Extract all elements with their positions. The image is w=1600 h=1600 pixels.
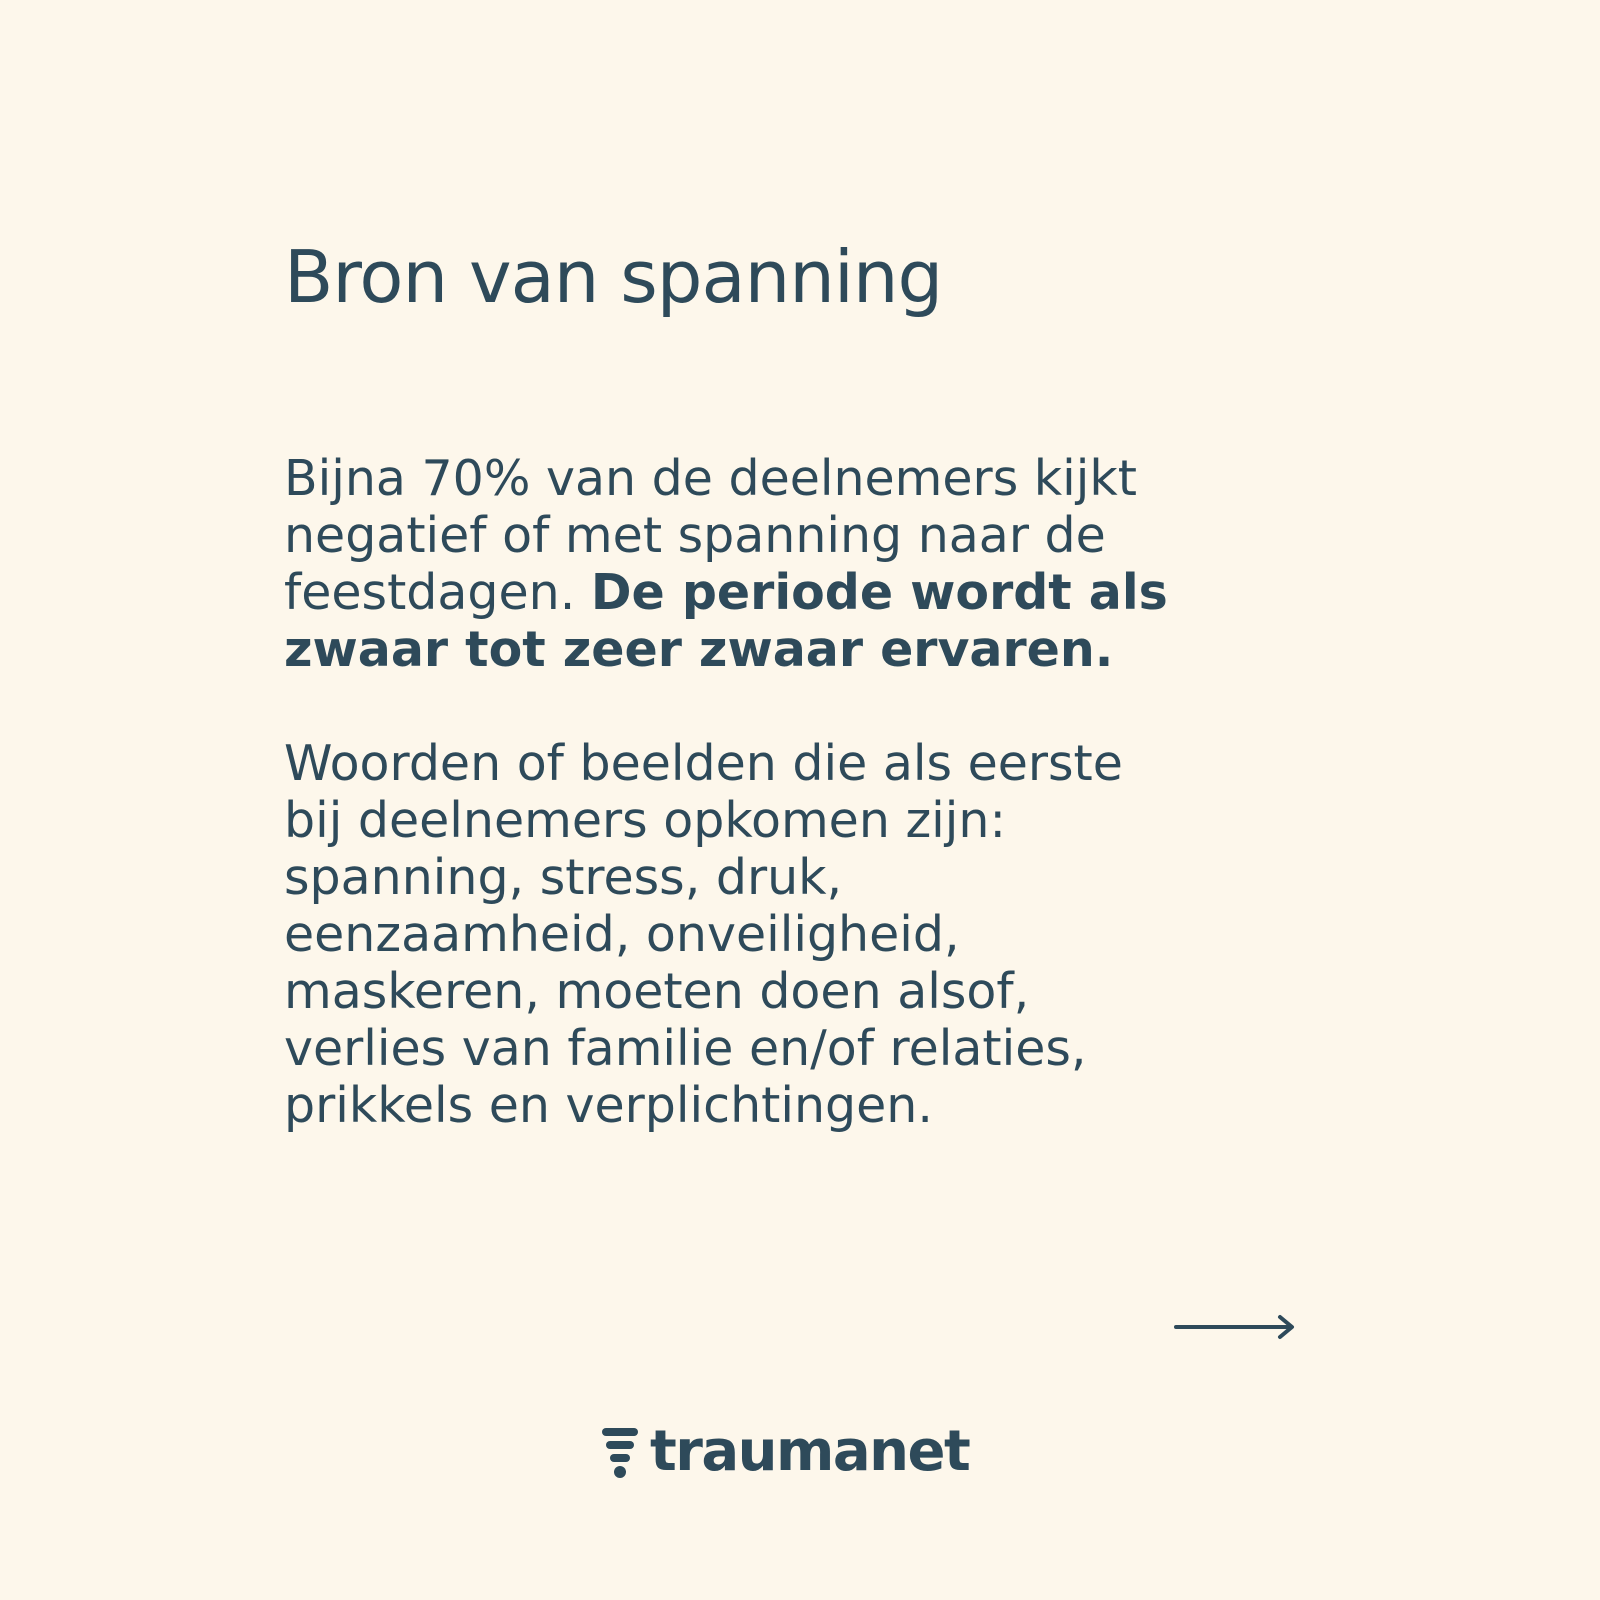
paragraph-2-line-7: prikkels en verplichtingen. bbox=[284, 1077, 933, 1134]
paragraph-2-line-5: maskeren, moeten doen alsof, bbox=[284, 963, 1030, 1020]
body-text bbox=[284, 450, 1304, 1134]
paragraph-1-line-3-bold: De periode wordt als bbox=[590, 564, 1168, 621]
next-slide-button[interactable] bbox=[1174, 1312, 1296, 1342]
paragraph-1-line-1: Bijna 70% van de deelnemers kijkt bbox=[284, 450, 1138, 507]
paragraph-1-line-2: negatief of met spanning naar de bbox=[284, 507, 1106, 564]
paragraph-2-line-1: Woorden of beelden die als eerste bbox=[284, 735, 1123, 792]
paragraph-2-line-3: spanning, stress, druk, bbox=[284, 849, 843, 906]
brand-logo bbox=[600, 1419, 970, 1484]
paragraph-2-line-6: verlies van familie en/of relaties, bbox=[284, 1020, 1087, 1077]
arrow-right-icon bbox=[1174, 1312, 1296, 1342]
paragraph-spacer bbox=[284, 678, 1304, 735]
paragraph-1-line-3-regular: feestdagen. bbox=[284, 564, 591, 621]
traumanet-logo-mark-icon bbox=[600, 1424, 640, 1480]
page-title: Bron van spanning bbox=[284, 235, 943, 319]
brand-name: traumanet bbox=[650, 1419, 970, 1484]
paragraph-1-line-3 bbox=[284, 564, 1304, 621]
paragraph-1-line-4: zwaar tot zeer zwaar ervaren. bbox=[284, 621, 1114, 678]
paragraph-2-line-4: eenzaamheid, onveiligheid, bbox=[284, 906, 960, 963]
paragraph-2-line-2: bij deelnemers opkomen zijn: bbox=[284, 792, 1006, 849]
